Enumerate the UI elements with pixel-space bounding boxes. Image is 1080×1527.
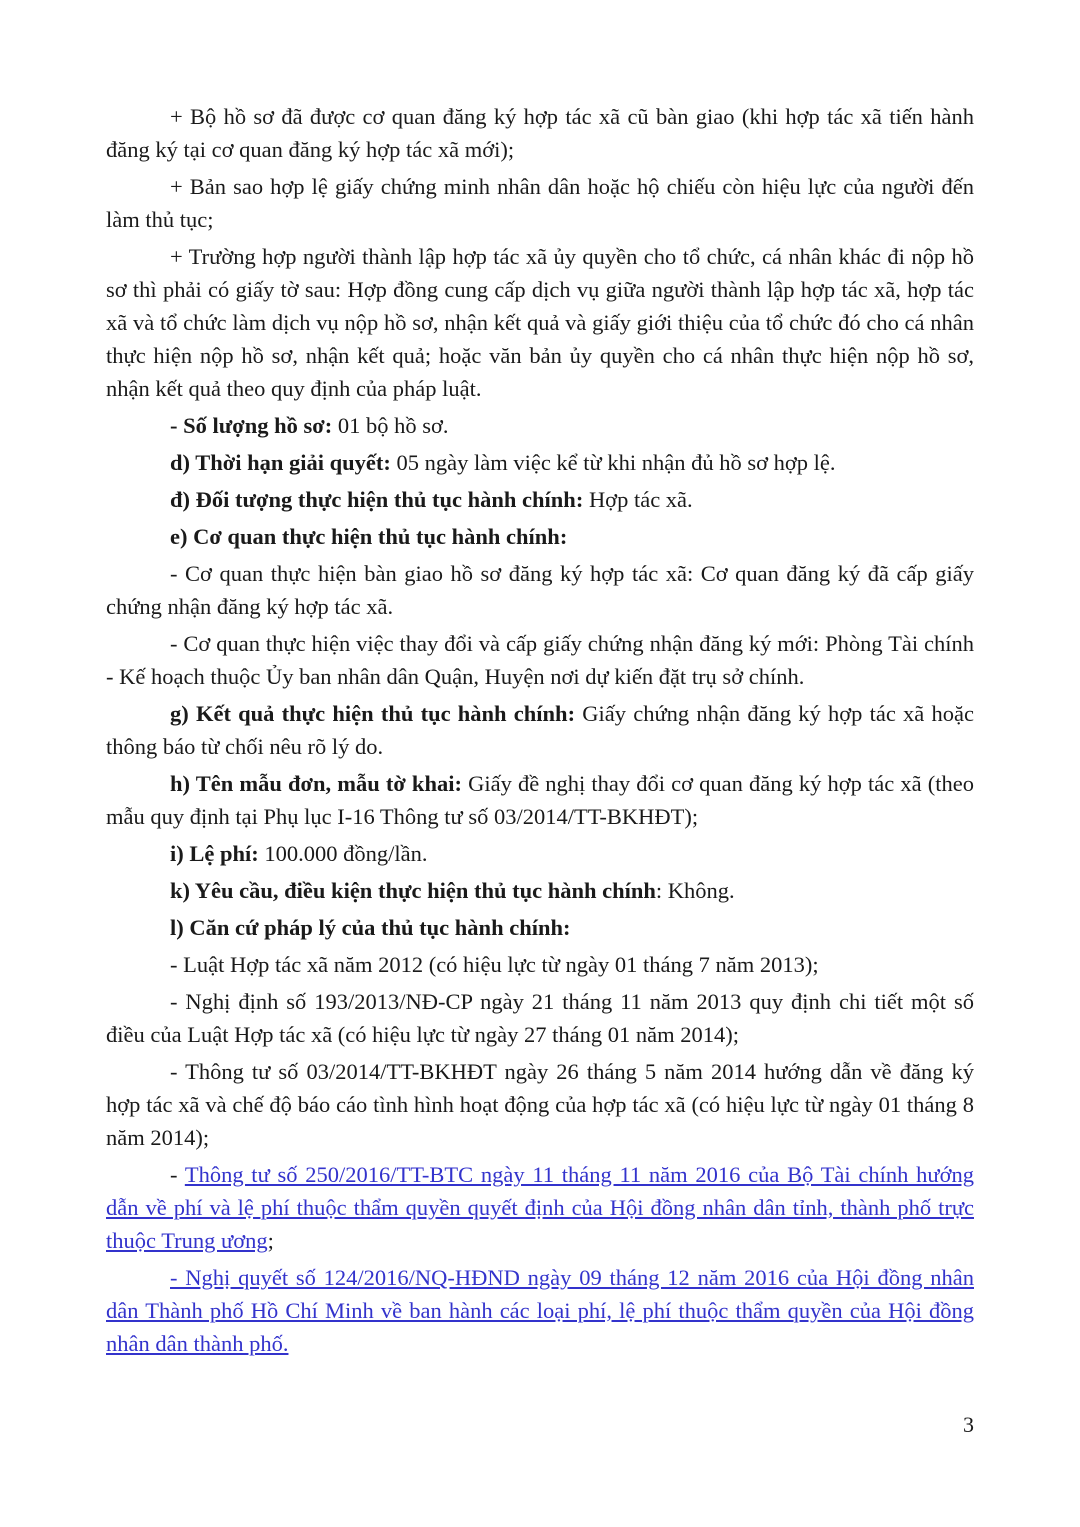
paragraph-dossier-handover: + Bộ hồ sơ đã được cơ quan đăng ký hợp tác xã cũ bàn giao (khi hợp tác xã tiến hành đăng ký tại cơ quan đăng ký hợp tác xã mới); xyxy=(106,104,974,162)
value-dossier-quantity: 01 bộ hồ sơ. xyxy=(332,413,449,438)
value-subject: Hợp tác xã. xyxy=(583,487,693,512)
value-form-name: Giấy đề nghị thay đổi cơ quan đăng ký hợp tác xã (theo mẫu quy định tại Phụ lục I-16 Thông tư số 03/2014/TT-BKHĐT); xyxy=(106,771,974,829)
paragraph-agency-handover: - Cơ quan thực hiện bàn giao hồ sơ đăng ký hợp tác xã: Cơ quan đăng ký đã cấp giấy chứng nhận đăng ký hợp tác xã. xyxy=(106,561,974,619)
label-subject: đ) Đối tượng thực hiện thủ tục hành chính: xyxy=(170,487,584,512)
paragraph-requirements xyxy=(106,874,974,907)
label-requirements: k) Yêu cầu, điều kiện thực hiện thủ tục hành chính xyxy=(170,878,656,903)
paragraph-id-copy: + Bản sao hợp lệ giấy chứng minh nhân dân hoặc hộ chiếu còn hiệu lực của người đến làm thủ tục; xyxy=(106,174,974,232)
paragraph-agency-heading xyxy=(106,520,974,553)
label-result: g) Kết quả thực hiện thủ tục hành chính: xyxy=(170,701,576,726)
paragraph-legal-circular-250 xyxy=(106,1158,974,1257)
paragraph-agency-new: - Cơ quan thực hiện việc thay đổi và cấp giấy chứng nhận đăng ký mới: Phòng Tài chính - Kế hoạch thuộc Ủy ban nhân dân Quận, Huyện nơi dự kiến đặt trụ sở chính. xyxy=(106,631,974,689)
label-processing-time: d) Thời hạn giải quyết: xyxy=(170,450,391,475)
link-circular-250[interactable]: Thông tư số 250/2016/TT-BTC ngày 11 tháng 11 năm 2016 của Bộ Tài chính hướng dẫn về phí và lệ phí thuộc thẩm quyền quyết định của Hội đồng nhân dân tỉnh, thành phố trực thuộc Trung ương xyxy=(106,1162,974,1253)
paragraph-fee xyxy=(106,837,974,870)
prefix-circular-250: - xyxy=(170,1162,185,1187)
paragraph-processing-time xyxy=(106,446,974,479)
paragraph-legal-basis-heading xyxy=(106,911,974,944)
paragraph-form-name xyxy=(106,767,974,833)
label-fee: i) Lệ phí: xyxy=(170,841,259,866)
page-number: 3 xyxy=(963,1412,974,1437)
label-agency: e) Cơ quan thực hiện thủ tục hành chính: xyxy=(170,524,568,549)
value-requirements: : Không. xyxy=(655,878,735,903)
paragraph-authorization: + Trường hợp người thành lập hợp tác xã ủy quyền cho tổ chức, cá nhân khác đi nộp hồ sơ thì phải có giấy tờ sau: Hợp đồng cung cấp dịch vụ giữa người thành lập hợp tác xã, hợp tác xã và tổ chức làm dịch vụ nộp hồ sơ, nhận kết quả và giấy giới thiệu của tổ chức đó cho cá nhân thực hiện nộp hồ sơ, nhận kết quả; hoặc văn bản ủy quyền cho cá nhân thực hiện nộp hồ sơ, nhận kết quả theo quy định của pháp luật. xyxy=(106,244,974,401)
label-legal-basis: l) Căn cứ pháp lý của thủ tục hành chính: xyxy=(170,915,571,940)
paragraph-legal-law: - Luật Hợp tác xã năm 2012 (có hiệu lực từ ngày 01 tháng 7 năm 2013); xyxy=(170,952,819,977)
paragraph-legal-resolution xyxy=(106,1261,974,1360)
paragraph-result xyxy=(106,697,974,763)
value-result: Giấy chứng nhận đăng ký hợp tác xã hoặc thông báo từ chối nêu rõ lý do. xyxy=(106,701,974,759)
paragraph-dossier-quantity xyxy=(106,409,974,442)
label-dossier-quantity: - Số lượng hồ sơ: xyxy=(170,413,333,438)
label-form-name: h) Tên mẫu đơn, mẫu tờ khai: xyxy=(170,771,462,796)
value-fee: 100.000 đồng/lần. xyxy=(258,841,428,866)
paragraph-legal-decree: - Nghị định số 193/2013/NĐ-CP ngày 21 tháng 11 năm 2013 quy định chi tiết một số điều của Luật Hợp tác xã (có hiệu lực từ ngày 27 tháng 01 năm 2014); xyxy=(106,989,974,1047)
value-processing-time: 05 ngày làm việc kể từ khi nhận đủ hồ sơ hợp lệ. xyxy=(390,450,836,475)
paragraph-legal-circular: - Thông tư số 03/2014/TT-BKHĐT ngày 26 tháng 5 năm 2014 hướng dẫn về đăng ký hợp tác xã và chế độ báo cáo tình hình hoạt động của hợp tác xã (có hiệu lực từ ngày 01 tháng 8 năm 2014); xyxy=(106,1059,974,1150)
link-resolution-124[interactable]: - Nghị quyết số 124/2016/NQ-HĐND ngày 09 tháng 12 năm 2016 của Hội đồng nhân dân Thành phố Hồ Chí Minh về ban hành các loại phí, lệ phí thuộc thẩm quyền của Hội đồng nhân dân thành phố. xyxy=(106,1265,974,1356)
paragraph-subject xyxy=(106,483,974,516)
suffix-circular-250: ; xyxy=(267,1228,274,1253)
